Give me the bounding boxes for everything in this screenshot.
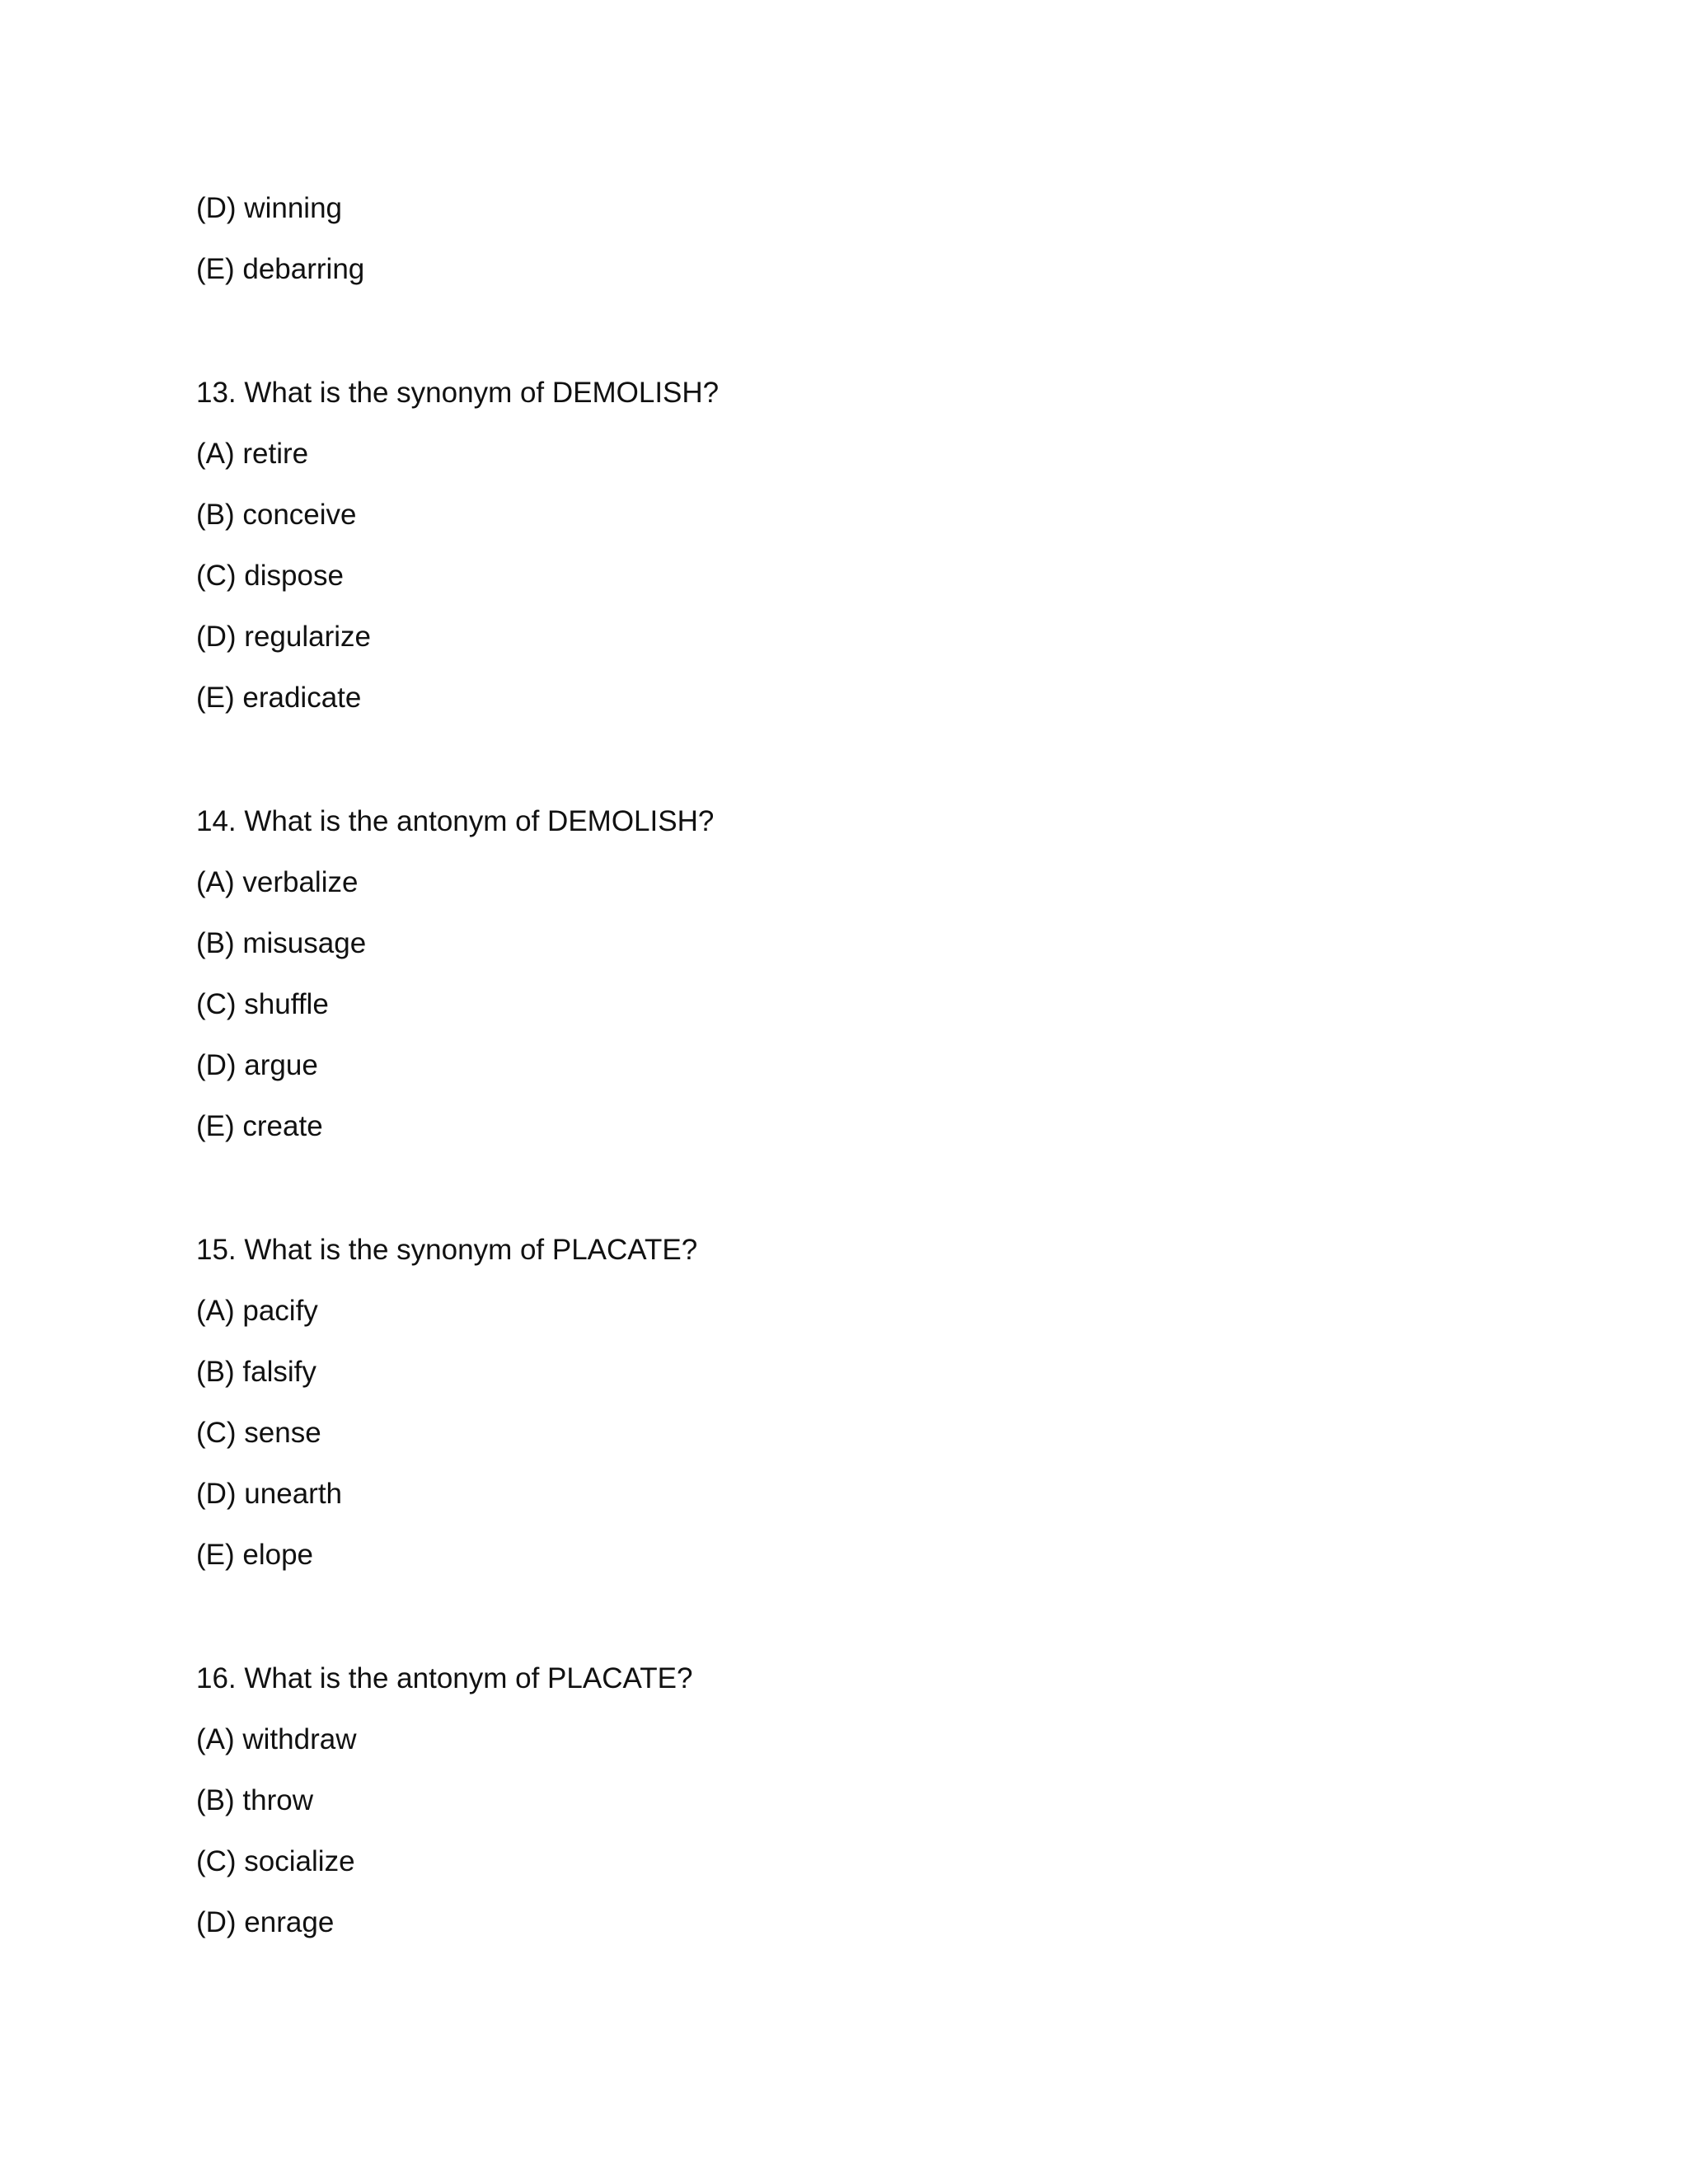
option-14-a: (A) verbalize bbox=[196, 866, 359, 898]
question-13: 13. What is the synonym of DEMOLISH? bbox=[196, 377, 720, 409]
question-gap bbox=[196, 742, 1515, 804]
option-13-a: (A) retire bbox=[196, 438, 309, 470]
question-gap bbox=[196, 1599, 1515, 1661]
option-12-e: (E) debarring bbox=[196, 253, 365, 285]
question-gap bbox=[196, 313, 1515, 376]
option-14-c: (C) shuffle bbox=[196, 988, 329, 1020]
document-content bbox=[196, 191, 1515, 1966]
option-15-c: (C) sense bbox=[196, 1417, 321, 1449]
option-13-c: (C) dispose bbox=[196, 560, 344, 592]
option-14-d: (D) argue bbox=[196, 1049, 318, 1081]
option-15-a: (A) pacify bbox=[196, 1295, 318, 1327]
option-14-b: (B) misusage bbox=[196, 927, 367, 959]
question-14: 14. What is the antonym of DEMOLISH? bbox=[196, 805, 715, 837]
option-14-e: (E) create bbox=[196, 1110, 323, 1142]
option-15-b: (B) falsify bbox=[196, 1356, 316, 1388]
option-16-b: (B) throw bbox=[196, 1784, 313, 1816]
option-16-d: (D) enrage bbox=[196, 1906, 335, 1938]
option-16-c: (C) socialize bbox=[196, 1845, 355, 1877]
option-13-d: (D) regularize bbox=[196, 621, 371, 653]
question-16: 16. What is the antonym of PLACATE? bbox=[196, 1662, 693, 1694]
option-15-d: (D) unearth bbox=[196, 1478, 343, 1510]
option-15-e: (E) elope bbox=[196, 1539, 314, 1571]
option-16-a: (A) withdraw bbox=[196, 1723, 357, 1755]
question-15: 15. What is the synonym of PLACATE? bbox=[196, 1234, 698, 1266]
option-13-e: (E) eradicate bbox=[196, 682, 362, 714]
option-12-d: (D) winning bbox=[196, 192, 342, 224]
question-gap bbox=[196, 1170, 1515, 1233]
option-13-b: (B) conceive bbox=[196, 499, 357, 531]
